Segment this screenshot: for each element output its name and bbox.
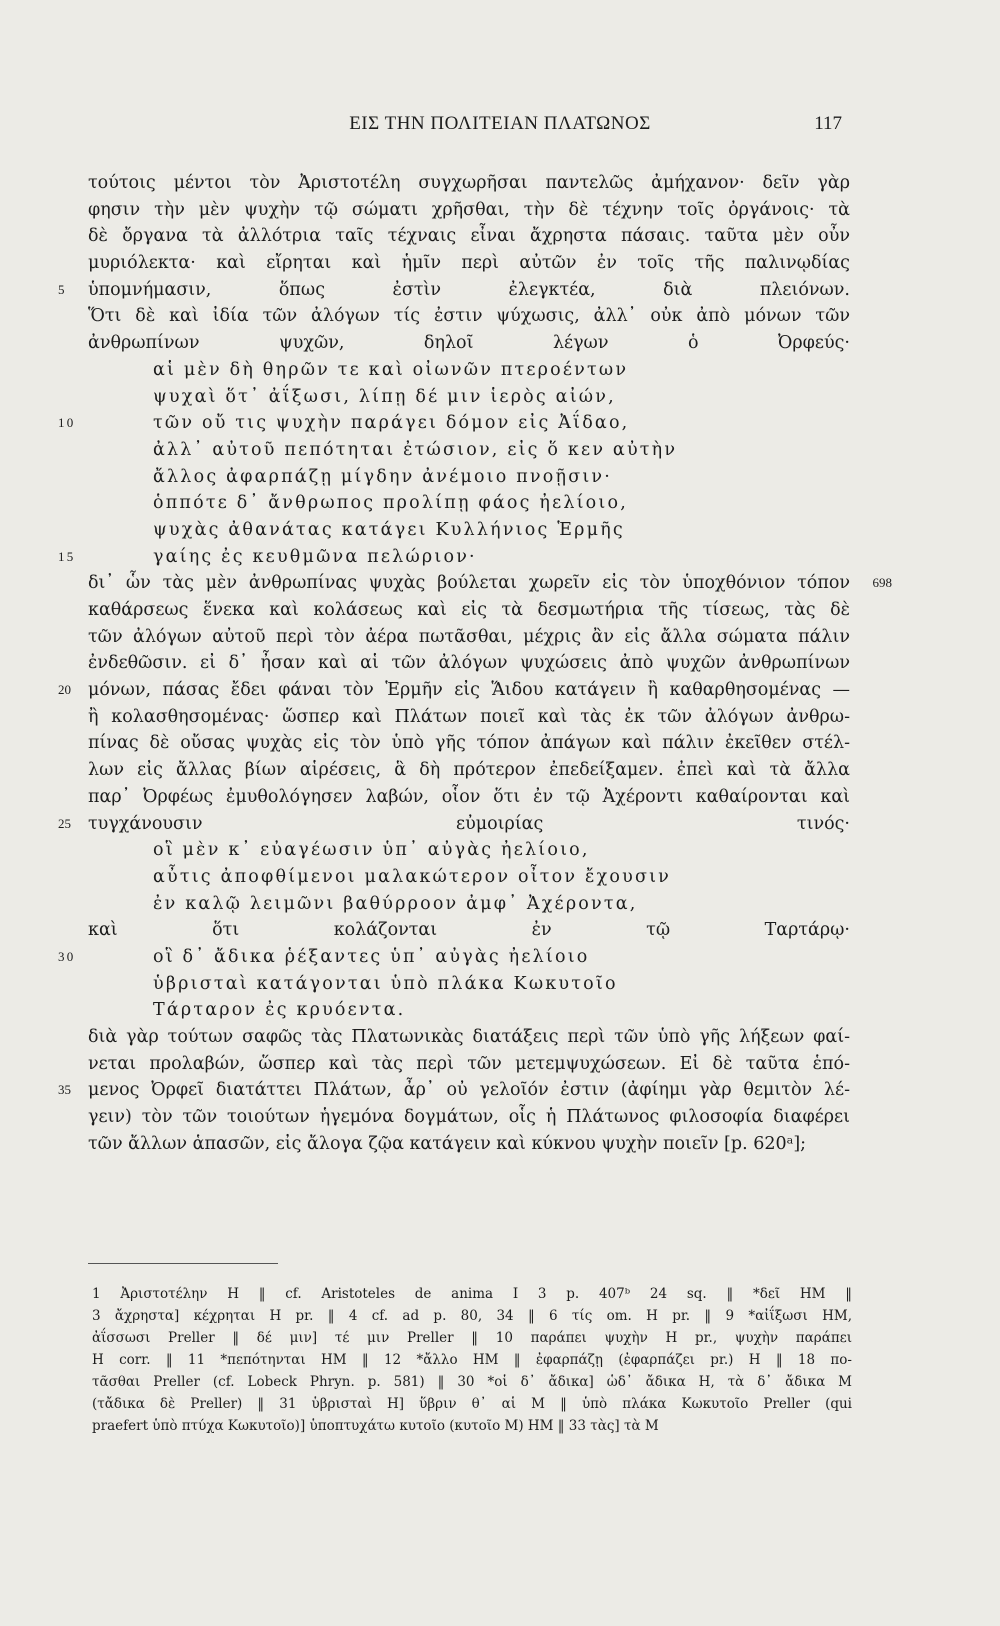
text-line [88, 1024, 850, 1051]
verse-line [88, 837, 850, 864]
text-line [88, 197, 850, 224]
line-text: φησιν τὴν μὲν ψυχὴν τῷ σώματι χρῆσθαι, τὴν δὲ τέχνην τοῖς ὀργάνοις· τὰ [88, 199, 850, 220]
text-line [88, 784, 850, 811]
line-text: παρ᾿ Ὀρφέως ἐμυθολόγησεν λαβών, οἷον ὅτι ἐν τῷ Ἀχέροντι καθαίρονται καὶ [88, 786, 850, 807]
line-text: Τάρταρον ἐς κρυόεντα. [153, 1000, 406, 1021]
apparatus-line: 3 ἄχρηστα] κέχρηται H pr. ‖ 4 cf. ad p. 80, 34 ‖ 6 τίς om. H pr. ‖ 9 *αἰΐξωσι HM, [92, 1308, 852, 1324]
text-line [88, 1051, 850, 1078]
verse-line [88, 891, 850, 918]
apparatus-line: praefert ὑπὸ πτύχα Κωκυτοῖο)] ὑποπτυχάτω κυτοῖο (κυτοῖο M) HM ‖ 33 τὰς] τὰ M [92, 1418, 659, 1434]
line-text: τυγχάνουσιν εὐμοιρίας τινός· [88, 813, 850, 834]
line-text: ὑβρισταὶ κατάγονται ὑπὸ πλάκα Κωκυτοῖο [153, 973, 618, 994]
line-text: καθάρσεως ἕνεκα καὶ κολάσεως καὶ εἰς τὰ δεσμωτήρια τῆς τίσεως, τὰς δὲ [88, 600, 850, 620]
text-line [88, 330, 850, 357]
text-line [88, 250, 850, 277]
line-text: τῶν ἀλόγων αὐτοῦ περὶ τὸν ἀέρα πωτᾶσθαι, μέχρις ἂν εἰς ἄλλα σώματα πάλιν [88, 626, 850, 647]
verse-line [88, 464, 850, 491]
line-text: μόνων, πάσας ἔδει φάναι τὸν Ἑρμῆν εἰς Ἅιδου κατάγειν ἢ καθαρθησομένας — [88, 680, 850, 701]
verse-line [88, 437, 850, 464]
text-line [88, 650, 850, 677]
line-text: ὑπομνήμασιν, ὅπως ἐστὶν ἐλεγκτέα, διὰ πλειόνων. [88, 279, 850, 300]
line-text: δι᾿ ὧν τὰς μὲν ἀνθρωπίνας ψυχὰς βούλεται χωρεῖν εἰς τὸν ὑποχθόνιον τόπον [88, 573, 850, 594]
line-text: ἐνδεθῶσιν. εἰ δ᾿ ἦσαν καὶ αἱ τῶν ἀλόγων ψυχώσεις ἀπὸ ψυχῶν ἀνθρωπίνων [88, 653, 850, 674]
text-line [58, 277, 850, 304]
line-text: οἳ δ᾿ ἄδικα ῥέξαντες ὑπ᾿ αὐγὰς ἠελίοιο [153, 946, 590, 967]
line-text: ἀνθρωπίνων ψυχῶν, δηλοῖ λέγων ὁ Ὀρφεύς· [88, 333, 850, 354]
line-text: ὁππότε δ᾿ ἄνθρωπος προλίπῃ φάος ἠελίοιο, [153, 493, 628, 514]
text-line [88, 917, 850, 944]
running-title: ΕΙΣ ΤΗΝ ΠΟΛΙΤΕΙΑΝ ΠΛΑΤΩΝΟΣ [349, 113, 651, 134]
footnote-divider [88, 1263, 278, 1264]
line-text: ἢ κολασθησομένας· ὥσπερ καὶ Πλάτων ποιεῖ καὶ τὰς ἐκ τῶν ἀλόγων ἀνθρω- [88, 706, 850, 727]
line-text: μενος Ὀρφεῖ διατάττει Πλάτων, ἆρ᾿ οὐ γελοῖόν ἐστιν (ἀφίημι γὰρ θεμιτὸν λέ- [88, 1080, 850, 1101]
verse-line [88, 997, 850, 1024]
verse-line [88, 517, 850, 544]
line-text: διὰ γὰρ τούτων σαφῶς τὰς Πλατωνικὰς διατάξεις περὶ τῶν ὑπὸ γῆς λήξεων φαί- [88, 1027, 850, 1047]
line-text: Ὅτι δὲ καὶ ἰδία τῶν ἀλόγων τίς ἐστιν ψύχωσις, ἀλλ᾿ οὐκ ἀπὸ μόνων τῶν [88, 306, 850, 327]
line-text: ἐν καλῷ λειμῶνι βαθύρροον ἀμφ᾿ Ἀχέροντα, [153, 893, 638, 914]
apparatus-line: τᾶσθαι Preller (cf. Lobeck Phryn. p. 581) ‖ 30 *οἱ δ᾿ ἄδικα] ὡδ᾿ ἄδικα H, τὰ δ᾿ ἄδικα M [92, 1374, 852, 1390]
verse-line [58, 544, 850, 571]
line-number: 5 [58, 281, 65, 297]
verse-line [58, 944, 850, 971]
margin-reference: 698 [872, 575, 892, 591]
line-text: γειν) τὸν τῶν τοιούτων ἡγεμόνα δογμάτων, οἷς ἡ Πλάτωνος φιλοσοφία διαφέρει [88, 1107, 850, 1128]
line-text: ἀλλ᾿ αὐτοῦ πεπότηται ἐτώσιον, εἰς ὅ κεν αὐτὴν [153, 439, 678, 460]
apparatus-line: H corr. ‖ 11 *πεπότηνται HM ‖ 12 *ἄλλο HM ‖ ἐφαρπάζῃ (ἐφαρπάζει pr.) H ‖ 18 πο- [92, 1352, 852, 1368]
line-number: 15 [58, 548, 76, 564]
text-line [88, 570, 892, 597]
verse-line [88, 864, 850, 891]
verse-line [88, 490, 850, 517]
line-number: 10 [58, 415, 76, 431]
text-line [88, 624, 850, 651]
line-number: 25 [58, 815, 71, 831]
line-text: αὖτις ἀποφθίμενοι μαλακώτερον οἶτον ἔχουσιν [153, 866, 672, 887]
apparatus-line: (τἄδικα δὲ Preller) ‖ 31 ὑβρισταὶ H] ὕβριν θ᾿ αἱ M ‖ ὑπὸ πλάκα Κωκυτοῖο Preller (qui [92, 1396, 852, 1412]
text-line [88, 1131, 850, 1158]
text-line [88, 1104, 850, 1131]
line-text: πίνας δὲ οὔσας ψυχὰς εἰς τὸν ὑπὸ γῆς τόπον ἀπάγων καὶ πάλιν ἐκεῖθεν στέλ- [88, 733, 850, 754]
verse-line [88, 384, 850, 411]
text-line [88, 730, 850, 757]
verse-line [88, 357, 850, 384]
apparatus-line: ἀΐσσωσι Preller ‖ δέ μιν] τέ μιν Preller ‖ 10 παράπει ψυχὴν H pr., ψυχὴν παράπει [92, 1330, 852, 1346]
text-line [88, 170, 850, 197]
line-number: 30 [58, 948, 76, 964]
text-line [58, 1077, 850, 1104]
line-text: ψυχὰς ἀθανάτας κατάγει Κυλλήνιος Ἑρμῆς [153, 519, 625, 540]
line-text: τούτοις μέντοι τὸν Ἀριστοτέλη συγχωρῆσαι παντελῶς ἀμήχανον· δεῖν γὰρ [88, 173, 850, 193]
apparatus-line: 1 Ἀριστοτέλην H ‖ cf. Aristoteles de anima I 3 p. 407ᵇ 24 sq. ‖ *δεῖ HM ‖ [92, 1286, 852, 1302]
main-text [58, 170, 892, 1157]
verse-line [58, 410, 850, 437]
text-line [58, 811, 850, 838]
line-text: καὶ ὅτι κολάζονται ἐν τῷ Ταρτάρῳ· [88, 920, 850, 941]
text-line [88, 597, 850, 624]
line-number: 20 [58, 682, 71, 698]
line-text: γαίης ἐς κευθμῶνα πελώριον· [153, 546, 477, 567]
line-text: τῶν ἄλλων ἁπασῶν, εἰς ἄλογα ζῷα κατάγειν καὶ κύκνου ψυχὴν ποιεῖν [p. 620ᵃ]; [88, 1133, 807, 1154]
page-number: 117 [814, 113, 842, 134]
line-text: αἱ μὲν δὴ θηρῶν τε καὶ οἰωνῶν πτεροέντων [153, 359, 629, 380]
text-line [88, 704, 850, 731]
text-line [88, 757, 850, 784]
line-text: οἳ μὲν κ᾿ εὐαγέωσιν ὑπ᾿ αὐγὰς ἠελίοιο, [153, 840, 590, 861]
text-line [88, 303, 850, 330]
line-text: μυριόλεκτα· καὶ εἴρηται καὶ ἡμῖν περὶ αὐτῶν ἐν τοῖς τῆς παλινῳδίας [88, 253, 850, 274]
line-text: τῶν οὔ τις ψυχὴν παράγει δόμον εἰς Ἀΐδαο, [153, 413, 630, 434]
line-text: νεται προλαβών, ὥσπερ καὶ τὰς περὶ τῶν μετεμψυχώσεων. Εἰ δὲ ταῦτα ἑπό- [88, 1053, 850, 1074]
text-line [88, 223, 850, 250]
verse-line [88, 971, 850, 998]
line-text: ψυχαὶ ὅτ᾿ ἀΐξωσι, λίπῃ δέ μιν ἱερὸς αἰών, [153, 386, 616, 407]
text-line [58, 677, 850, 704]
critical-apparatus [92, 1283, 852, 1437]
line-text: λων εἰς ἄλλας βίων αἱρέσεις, ἃ δὴ πρότερον ἐπεδείξαμεν. ἐπεὶ καὶ τὰ ἄλλα [88, 760, 850, 781]
line-text: ἄλλος ἀφαρπάζῃ μίγδην ἀνέμοιο πνοῇσιν· [153, 466, 613, 487]
line-number: 35 [58, 1082, 71, 1098]
line-text: δὲ ὄργανα τὰ ἀλλότρια ταῖς τέχναις εἶναι ἄχρηστα πάσαις. ταῦτα μὲν οὖν [88, 226, 850, 247]
